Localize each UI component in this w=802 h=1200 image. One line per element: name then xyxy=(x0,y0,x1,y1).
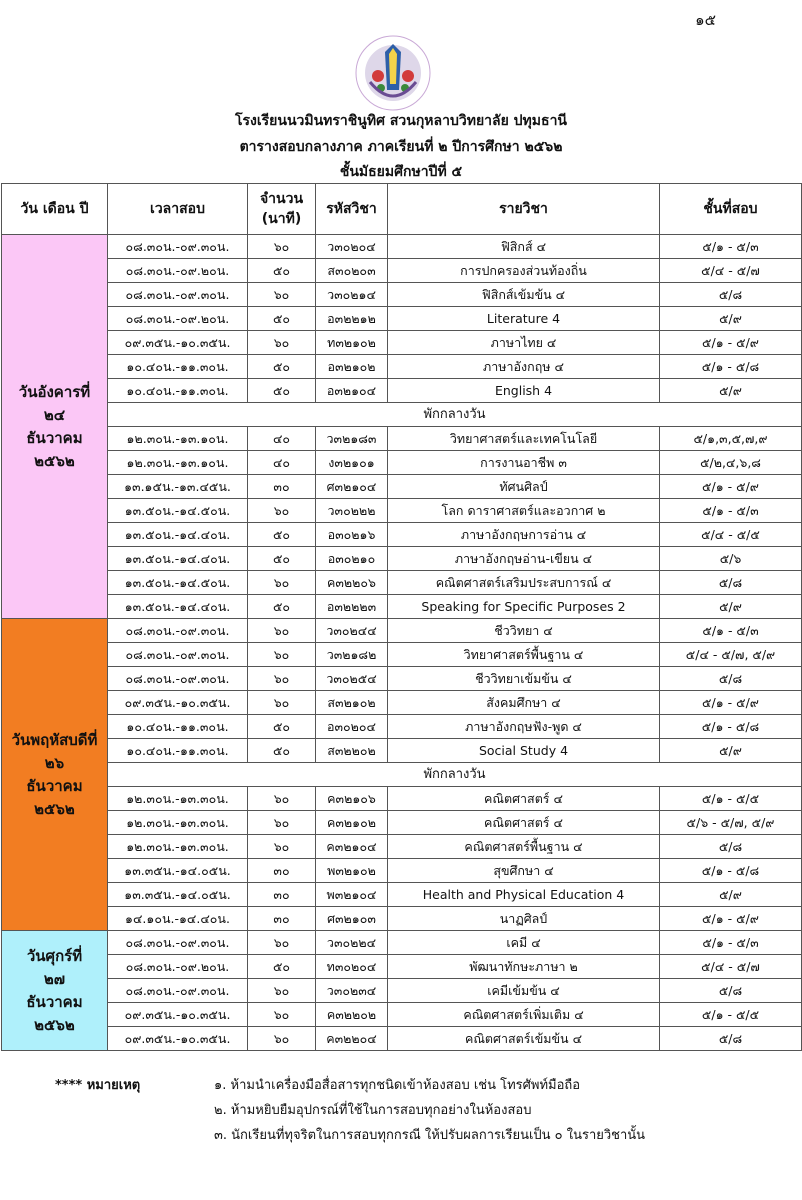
cell-subject: โลก ดาราศาสตร์และอวกาศ ๒ xyxy=(388,499,660,523)
cell-minutes: ๓๐ xyxy=(248,475,316,499)
table-row xyxy=(2,979,802,1003)
cell-time: ๐๙.๓๕น.-๑๐.๓๕น. xyxy=(108,1027,248,1051)
cell-code: ท๓๐๒๐๔ xyxy=(316,955,388,979)
cell-subject: Health and Physical Education 4 xyxy=(388,883,660,907)
cell-code: ส๓๒๒๐๒ xyxy=(316,739,388,763)
cell-minutes: ๕๐ xyxy=(248,355,316,379)
table-row xyxy=(2,715,802,739)
table-body xyxy=(2,235,802,1051)
cell-time: ๐๘.๓๐น.-๐๙.๓๐น. xyxy=(108,931,248,955)
cell-code: อ๓๒๑๐๒ xyxy=(316,355,388,379)
cell-code: อ๓๐๒๐๔ xyxy=(316,715,388,739)
cell-room: ๕/๑ - ๕/๓ xyxy=(660,619,802,643)
cell-time: ๑๓.๑๕น.-๑๓.๔๕น. xyxy=(108,475,248,499)
lunch-break-label: พักกลางวัน xyxy=(108,763,802,787)
col-header-date: วัน เดือน ปี xyxy=(2,184,108,235)
cell-minutes: ๔๐ xyxy=(248,451,316,475)
cell-time: ๑๓.๓๕น.-๑๔.๐๕น. xyxy=(108,883,248,907)
cell-minutes: ๖๐ xyxy=(248,571,316,595)
cell-time: ๑๐.๔๐น.-๑๑.๓๐น. xyxy=(108,379,248,403)
table-row xyxy=(2,331,802,355)
cell-code: อ๓๐๒๑๖ xyxy=(316,523,388,547)
cell-subject: ภาษาอังกฤษอ่าน-เขียน ๔ xyxy=(388,547,660,571)
cell-time: ๑๔.๑๐น.-๑๔.๔๐น. xyxy=(108,907,248,931)
col-header-minutes-line2: (นาที) xyxy=(261,211,302,227)
cell-room: ๕/๑ - ๕/๕ xyxy=(660,1003,802,1027)
col-header-subject: รายวิชา xyxy=(388,184,660,235)
cell-room: ๕/๖ - ๕/๗, ๕/๙ xyxy=(660,811,802,835)
table-row xyxy=(2,379,802,403)
day-line: ๒๕๖๒ xyxy=(34,451,75,470)
cell-room: ๕/๔ - ๕/๗, ๕/๙ xyxy=(660,643,802,667)
exam-schedule-table xyxy=(1,183,802,1051)
cell-subject: คณิตศาสตร์ ๔ xyxy=(388,787,660,811)
cell-code: ส๓๐๒๐๓ xyxy=(316,259,388,283)
col-header-minutes xyxy=(248,184,316,235)
cell-time: ๑๓.๓๕น.-๑๔.๐๕น. xyxy=(108,859,248,883)
cell-subject: วิทยาศาสตร์พื้นฐาน ๔ xyxy=(388,643,660,667)
cell-time: ๐๘.๓๐น.-๐๙.๓๐น. xyxy=(108,235,248,259)
table-row xyxy=(2,547,802,571)
cell-room: ๕/๙ xyxy=(660,307,802,331)
cell-code: อ๓๒๒๒๓ xyxy=(316,595,388,619)
col-header-code: รหัสวิชา xyxy=(316,184,388,235)
cell-room: ๕/๘ xyxy=(660,835,802,859)
cell-subject: ฟิสิกส์เข้มข้น ๔ xyxy=(388,283,660,307)
col-header-room: ชั้นที่สอบ xyxy=(660,184,802,235)
table-row xyxy=(2,883,802,907)
lunch-break-label: พักกลางวัน xyxy=(108,403,802,427)
cell-code: ค๓๒๒๐๒ xyxy=(316,1003,388,1027)
cell-code: ศ๓๒๑๐๔ xyxy=(316,475,388,499)
cell-room: ๕/๙ xyxy=(660,595,802,619)
cell-minutes: ๓๐ xyxy=(248,883,316,907)
cell-time: ๐๙.๓๕น.-๑๐.๓๕น. xyxy=(108,331,248,355)
cell-minutes: ๖๐ xyxy=(248,1003,316,1027)
cell-minutes: ๖๐ xyxy=(248,811,316,835)
cell-room: ๕/๔ - ๕/๗ xyxy=(660,955,802,979)
cell-time: ๐๘.๓๐น.-๐๙.๒๐น. xyxy=(108,955,248,979)
note-item: ๓. นักเรียนที่ทุจริตในการสอบทุกกรณี ให้ปรับผลการเรียนเป็น ๐ ในรายวิชานั้น xyxy=(214,1128,646,1143)
cell-code: ส๓๒๑๐๒ xyxy=(316,691,388,715)
cell-subject: ชีววิทยาเข้มข้น ๔ xyxy=(388,667,660,691)
table-row xyxy=(2,739,802,763)
cell-subject: นาฏศิลป์ xyxy=(388,907,660,931)
schedule-title: ตารางสอบกลางภาค ภาคเรียนที่ ๒ ปีการศึกษา ๒๕๖๒ xyxy=(239,139,563,155)
day-line: ธันวาคม xyxy=(26,992,83,1011)
cell-code: ค๓๒๒๐๔ xyxy=(316,1027,388,1051)
cell-room: ๕/๙ xyxy=(660,739,802,763)
cell-time: ๑๒.๓๐น.-๑๓.๓๐น. xyxy=(108,835,248,859)
cell-subject: คณิตศาสตร์เข้มข้น ๔ xyxy=(388,1027,660,1051)
cell-code: ว๓๒๑๘๓ xyxy=(316,427,388,451)
cell-time: ๑๓.๕๐น.-๑๔.๕๐น. xyxy=(108,571,248,595)
cell-subject: ภาษาอังกฤษฟัง-พูด ๔ xyxy=(388,715,660,739)
cell-minutes: ๖๐ xyxy=(248,643,316,667)
cell-room: ๕/๑ - ๕/๓ xyxy=(660,235,802,259)
cell-room: ๕/๑ - ๕/๙ xyxy=(660,691,802,715)
cell-code: ว๓๐๒๑๔ xyxy=(316,283,388,307)
table-row xyxy=(2,931,802,955)
cell-room: ๕/๑ - ๕/๘ xyxy=(660,355,802,379)
cell-subject: ฟิสิกส์ ๔ xyxy=(388,235,660,259)
cell-time: ๑๒.๓๐น.-๑๓.๑๐น. xyxy=(108,427,248,451)
cell-room: ๕/๑ - ๕/๘ xyxy=(660,859,802,883)
cell-code: อ๓๒๒๑๒ xyxy=(316,307,388,331)
cell-subject: คณิตศาสตร์พื้นฐาน ๔ xyxy=(388,835,660,859)
cell-room: ๕/๑ - ๕/๕ xyxy=(660,787,802,811)
cell-subject: ชีววิทยา ๔ xyxy=(388,619,660,643)
day-line: ๒๕๖๒ xyxy=(34,799,75,818)
cell-subject: สังคมศึกษา ๔ xyxy=(388,691,660,715)
cell-subject: คณิตศาสตร์เสริมประสบการณ์ ๔ xyxy=(388,571,660,595)
cell-code: ว๓๐๒๐๔ xyxy=(316,235,388,259)
cell-subject: การปกครองส่วนท้องถิ่น xyxy=(388,259,660,283)
day-line: วันศุกร์ที่ xyxy=(26,946,83,965)
cell-time: ๑๓.๕๐น.-๑๔.๔๐น. xyxy=(108,595,248,619)
cell-subject: English 4 xyxy=(388,379,660,403)
cell-code: พ๓๒๑๐๒ xyxy=(316,859,388,883)
cell-room: ๕/๒,๔,๖,๘ xyxy=(660,451,802,475)
cell-room: ๕/๔ - ๕/๕ xyxy=(660,523,802,547)
cell-subject: ภาษาไทย ๔ xyxy=(388,331,660,355)
cell-minutes: ๖๐ xyxy=(248,1027,316,1051)
cell-subject: วิทยาศาสตร์และเทคโนโลยี xyxy=(388,427,660,451)
cell-time: ๑๓.๕๐น.-๑๔.๕๐น. xyxy=(108,499,248,523)
cell-code: ค๓๒๑๐๖ xyxy=(316,787,388,811)
cell-minutes: ๖๐ xyxy=(248,787,316,811)
day-line: ๒๗ xyxy=(43,969,66,988)
cell-room: ๕/๑ - ๕/๘ xyxy=(660,715,802,739)
cell-code: ศ๓๒๑๐๓ xyxy=(316,907,388,931)
table-row xyxy=(2,619,802,643)
cell-minutes: ๓๐ xyxy=(248,859,316,883)
table-row xyxy=(2,595,802,619)
cell-minutes: ๖๐ xyxy=(248,667,316,691)
cell-subject: การงานอาชีพ ๓ xyxy=(388,451,660,475)
cell-time: ๑๒.๓๐น.-๑๓.๓๐น. xyxy=(108,787,248,811)
cell-time: ๐๘.๓๐น.-๐๙.๒๐น. xyxy=(108,259,248,283)
cell-minutes: ๔๐ xyxy=(248,427,316,451)
cell-code: ว๓๐๒๒๔ xyxy=(316,931,388,955)
school-name: โรงเรียนนวมินทราชินูทิศ สวนกุหลาบวิทยาลัย ปทุมธานี xyxy=(235,113,567,129)
cell-room: ๕/๑ - ๕/๙ xyxy=(660,907,802,931)
cell-code: อ๓๐๒๑๐ xyxy=(316,547,388,571)
table-row xyxy=(2,475,802,499)
cell-subject: Social Study 4 xyxy=(388,739,660,763)
cell-time: ๑๒.๓๐น.-๑๓.๓๐น. xyxy=(108,811,248,835)
cell-subject: ทัศนศิลป์ xyxy=(388,475,660,499)
day-line: วันอังคารที่ xyxy=(18,382,91,401)
cell-time: ๐๙.๓๕น.-๑๐.๓๕น. xyxy=(108,691,248,715)
notes-heading: **** หมายเหตุ xyxy=(55,1078,141,1093)
cell-code: ง๓๒๑๐๑ xyxy=(316,451,388,475)
table-row xyxy=(2,811,802,835)
cell-code: ว๓๐๒๓๔ xyxy=(316,979,388,1003)
table-row xyxy=(2,499,802,523)
day-line: วันพฤหัสบดีที่ xyxy=(11,730,98,749)
cell-minutes: ๕๐ xyxy=(248,739,316,763)
cell-minutes: ๖๐ xyxy=(248,979,316,1003)
cell-subject: สุขศึกษา ๔ xyxy=(388,859,660,883)
table-row xyxy=(2,355,802,379)
cell-code: ว๓๒๑๘๒ xyxy=(316,643,388,667)
cell-room: ๕/๘ xyxy=(660,979,802,1003)
cell-minutes: ๖๐ xyxy=(248,619,316,643)
lunch-break-row xyxy=(2,763,802,787)
cell-minutes: ๕๐ xyxy=(248,955,316,979)
day-cell xyxy=(2,235,108,619)
note-item: ๑. ห้ามนำเครื่องมือสื่อสารทุกชนิดเข้าห้องสอบ เช่น โทรศัพท์มือถือ xyxy=(214,1078,581,1093)
cell-minutes: ๖๐ xyxy=(248,499,316,523)
cell-room: ๕/๙ xyxy=(660,379,802,403)
table-row xyxy=(2,235,802,259)
cell-minutes: ๖๐ xyxy=(248,283,316,307)
cell-time: ๐๙.๓๕น.-๑๐.๓๕น. xyxy=(108,1003,248,1027)
cell-subject: Literature 4 xyxy=(388,307,660,331)
cell-subject: คณิตศาสตร์ ๔ xyxy=(388,811,660,835)
cell-minutes: ๕๐ xyxy=(248,595,316,619)
table-row xyxy=(2,259,802,283)
cell-room: ๕/๖ xyxy=(660,547,802,571)
cell-time: ๑๓.๕๐น.-๑๔.๔๐น. xyxy=(108,547,248,571)
cell-time: ๑๐.๔๐น.-๑๑.๓๐น. xyxy=(108,355,248,379)
cell-minutes: ๖๐ xyxy=(248,691,316,715)
cell-code: ค๓๒๑๐๒ xyxy=(316,811,388,835)
cell-subject: คณิตศาสตร์เพิ่มเติม ๔ xyxy=(388,1003,660,1027)
table-row xyxy=(2,523,802,547)
cell-time: ๑๓.๕๐น.-๑๔.๔๐น. xyxy=(108,523,248,547)
table-row xyxy=(2,643,802,667)
cell-code: พ๓๒๑๐๔ xyxy=(316,883,388,907)
cell-code: ว๓๐๒๒๒ xyxy=(316,499,388,523)
cell-time: ๑๐.๔๐น.-๑๑.๓๐น. xyxy=(108,739,248,763)
cell-room: ๕/๘ xyxy=(660,571,802,595)
cell-minutes: ๖๐ xyxy=(248,835,316,859)
cell-minutes: ๓๐ xyxy=(248,907,316,931)
cell-room: ๕/๔ - ๕/๗ xyxy=(660,259,802,283)
cell-time: ๐๘.๓๐น.-๐๙.๓๐น. xyxy=(108,667,248,691)
day-cell xyxy=(2,931,108,1051)
day-line: ธันวาคม xyxy=(26,428,83,447)
table-row xyxy=(2,835,802,859)
table-row xyxy=(2,571,802,595)
table-row xyxy=(2,955,802,979)
table-row xyxy=(2,859,802,883)
cell-minutes: ๕๐ xyxy=(248,307,316,331)
cell-minutes: ๖๐ xyxy=(248,235,316,259)
day-line: ๒๖ xyxy=(44,753,65,772)
cell-minutes: ๖๐ xyxy=(248,931,316,955)
cell-code: ว๓๐๒๔๔ xyxy=(316,619,388,643)
school-emblem-logo xyxy=(352,32,434,114)
table-row xyxy=(2,787,802,811)
cell-subject: เคมี ๔ xyxy=(388,931,660,955)
table-row xyxy=(2,1027,802,1051)
cell-minutes: ๕๐ xyxy=(248,715,316,739)
day-line: ๒๕๖๒ xyxy=(34,1015,75,1034)
table-row xyxy=(2,667,802,691)
cell-minutes: ๕๐ xyxy=(248,259,316,283)
day-line: ธันวาคม xyxy=(26,776,83,795)
cell-subject: ภาษาอังกฤษ ๔ xyxy=(388,355,660,379)
cell-room: ๕/๑ - ๕/๙ xyxy=(660,475,802,499)
cell-minutes: ๖๐ xyxy=(248,331,316,355)
cell-room: ๕/๑ - ๕/๓ xyxy=(660,499,802,523)
day-cell xyxy=(2,619,108,931)
cell-time: ๐๘.๓๐น.-๐๙.๓๐น. xyxy=(108,979,248,1003)
lunch-break-row xyxy=(2,403,802,427)
col-header-time: เวลาสอบ xyxy=(108,184,248,235)
day-line: ๒๔ xyxy=(43,405,66,424)
cell-room: ๕/๘ xyxy=(660,283,802,307)
cell-subject: พัฒนาทักษะภาษา ๒ xyxy=(388,955,660,979)
cell-time: ๑๐.๔๐น.-๑๑.๓๐น. xyxy=(108,715,248,739)
cell-subject: Speaking for Specific Purposes 2 xyxy=(388,595,660,619)
table-row xyxy=(2,307,802,331)
cell-code: ค๓๒๑๐๔ xyxy=(316,835,388,859)
cell-room: ๕/๘ xyxy=(660,667,802,691)
grade-level: ชั้นมัธยมศึกษาปีที่ ๕ xyxy=(339,164,463,180)
cell-time: ๑๒.๓๐น.-๑๓.๑๐น. xyxy=(108,451,248,475)
cell-room: ๕/๑ - ๕/๙ xyxy=(660,331,802,355)
cell-room: ๕/๑ - ๕/๓ xyxy=(660,931,802,955)
table-row xyxy=(2,283,802,307)
col-header-minutes-line1: จำนวน xyxy=(259,191,304,207)
cell-code: ท๓๒๑๐๒ xyxy=(316,331,388,355)
cell-minutes: ๕๐ xyxy=(248,547,316,571)
table-row xyxy=(2,1003,802,1027)
cell-time: ๐๘.๓๐น.-๐๙.๓๐น. xyxy=(108,283,248,307)
cell-minutes: ๕๐ xyxy=(248,523,316,547)
table-row xyxy=(2,427,802,451)
cell-code: ค๓๒๒๐๖ xyxy=(316,571,388,595)
cell-subject: ภาษาอังกฤษการอ่าน ๔ xyxy=(388,523,660,547)
cell-time: ๐๘.๓๐น.-๐๙.๓๐น. xyxy=(108,619,248,643)
cell-code: ว๓๐๒๕๔ xyxy=(316,667,388,691)
cell-room: ๕/๘ xyxy=(660,1027,802,1051)
cell-code: อ๓๒๑๐๔ xyxy=(316,379,388,403)
cell-minutes: ๕๐ xyxy=(248,379,316,403)
cell-room: ๕/๙ xyxy=(660,883,802,907)
cell-subject: เคมีเข้มข้น ๔ xyxy=(388,979,660,1003)
cell-time: ๐๘.๓๐น.-๐๙.๓๐น. xyxy=(108,643,248,667)
note-item: ๒. ห้ามหยิบยืมอุปกรณ์ที่ใช้ในการสอบทุกอย่างในห้องสอบ xyxy=(214,1103,532,1118)
table-row xyxy=(2,691,802,715)
table-header-row xyxy=(2,184,802,235)
table-row xyxy=(2,451,802,475)
cell-time: ๐๘.๓๐น.-๐๙.๒๐น. xyxy=(108,307,248,331)
cell-room: ๕/๑,๓,๕,๗,๙ xyxy=(660,427,802,451)
page-number: ๑๕ xyxy=(695,11,716,29)
table-row xyxy=(2,907,802,931)
